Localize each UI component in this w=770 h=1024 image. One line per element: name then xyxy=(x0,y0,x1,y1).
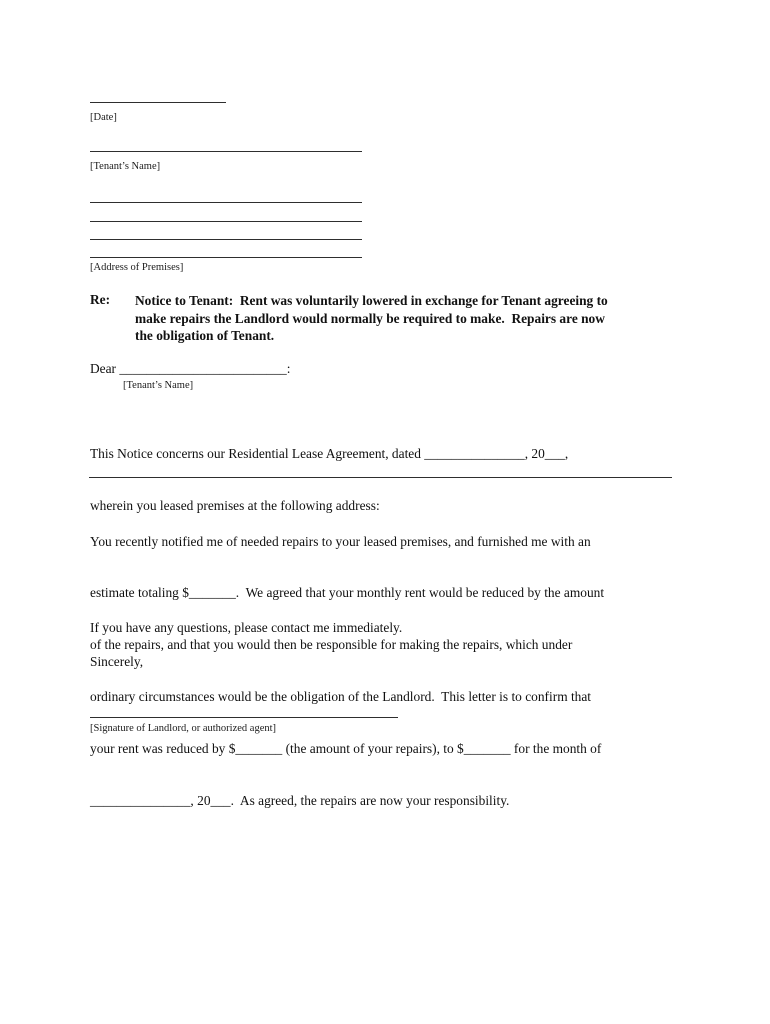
body-line-2: estimate totaling $_______. We agreed that your monthly rent would be reduced by the amount xyxy=(90,585,605,601)
re-line-3: the obligation of Tenant. xyxy=(135,328,275,344)
date-label: [Date] xyxy=(90,112,117,123)
re-line-1: Notice to Tenant: Rent was voluntarily lowered in exchange for Tenant agreeing to xyxy=(135,293,608,308)
body-line-5: your rent was reduced by $_______ (the amount of your repairs), to $_______ for the month of xyxy=(90,741,602,757)
tenant-name-label: [Tenant’s Name] xyxy=(90,161,161,172)
body-line-6: _______________, 20___. As agreed, the repairs are now your responsibility. xyxy=(90,793,510,809)
intro-line-2: wherein you leased premises at the following address: xyxy=(90,498,380,514)
body-paragraph xyxy=(90,498,690,844)
salutation: Dear _________________________: xyxy=(90,361,291,376)
re-line-2: make repairs the Landlord would normally be required to make. Repairs are now xyxy=(135,310,605,326)
address-blank-line-3 xyxy=(90,239,362,240)
intro-line-1: This Notice concerns our Residential Lease Agreement, dated _______________, 20___, xyxy=(90,445,569,461)
re-subject-block xyxy=(90,292,690,345)
closing: Sincerely, xyxy=(90,654,144,669)
questions-line: If you have any questions, please contact me immediately. xyxy=(90,620,403,635)
salutation-sub-label: [Tenant’s Name] xyxy=(123,380,194,391)
tenant-name-blank-line xyxy=(90,151,362,152)
address-label: [Address of Premises] xyxy=(90,262,184,273)
premises-address-blank-line xyxy=(89,477,672,478)
re-subject-text xyxy=(135,292,690,345)
address-blank-line-2 xyxy=(90,221,362,222)
re-prefix: Re: xyxy=(90,292,111,307)
address-blank-line-4 xyxy=(90,257,362,258)
body-line-1: You recently notified me of needed repairs to your leased premises, and furnished me with an xyxy=(90,533,591,549)
body-line-4: ordinary circumstances would be the obligation of the Landlord. This letter is to confirm that xyxy=(90,689,592,705)
address-blank-line-1 xyxy=(90,202,362,203)
date-blank-line xyxy=(90,102,226,103)
body-line-3: of the repairs, and that you would then be responsible for making the repairs, which under xyxy=(90,637,573,653)
signature-label: [Signature of Landlord, or authorized agent] xyxy=(90,723,277,734)
signature-blank-line xyxy=(90,717,398,718)
